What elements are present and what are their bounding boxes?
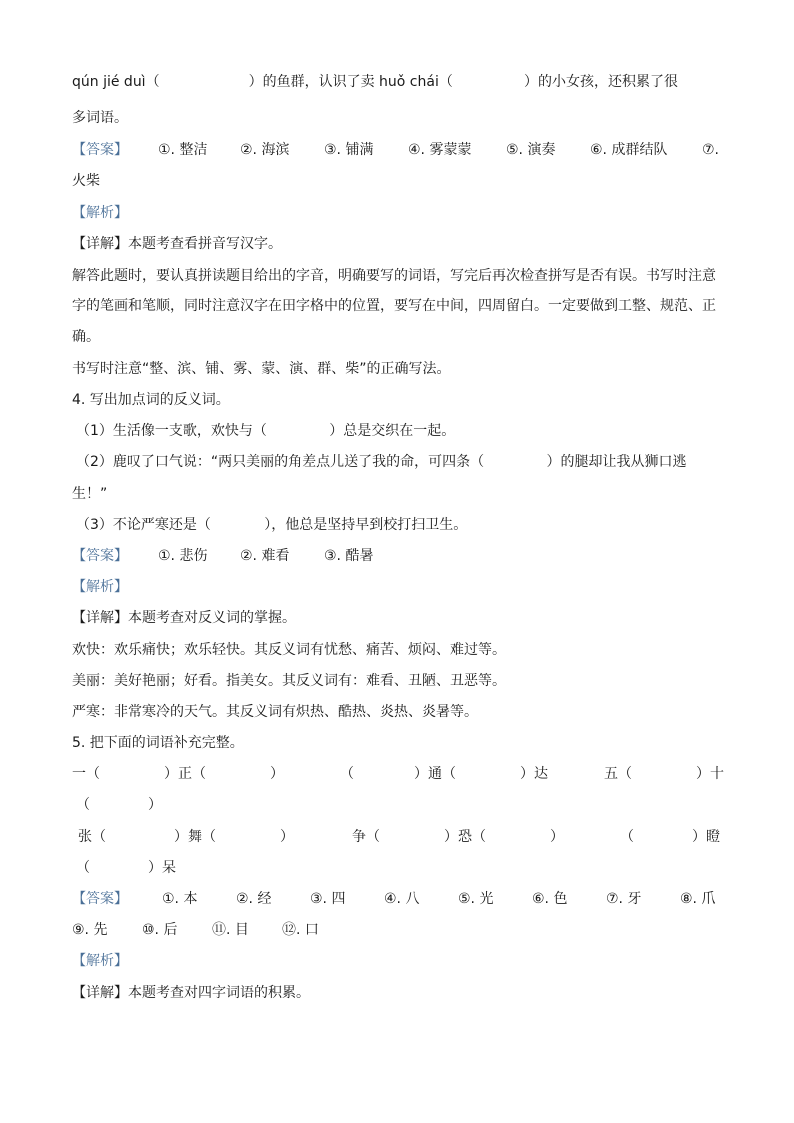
q3-answer-3: ③. 铺满 xyxy=(324,142,374,158)
q3-answer-7-wrap: 火柴 xyxy=(72,173,100,189)
q5-answer-5: ⑤. 光 xyxy=(458,891,494,907)
q4-explain-3: 严寒：非常寒冷的天气。其反义词有炽热、酷热、炎热、炎暑等。 xyxy=(72,704,478,720)
q5-answer-6: ⑥. 色 xyxy=(532,891,568,907)
q4-item-3: （3）不论严寒还是（ ），他总是坚持早到校打扫卫生。 xyxy=(76,517,468,533)
q5-r2-e: ）恐（ xyxy=(444,829,486,845)
q5-answer-tag: 【答案】 xyxy=(72,891,128,907)
q5-answer-11: ⑪. 目 xyxy=(212,922,249,938)
q5-title: 5. 把下面的词语补充完整。 xyxy=(72,735,244,751)
q5-r2-f: ） xyxy=(550,829,564,845)
q5-answer-1: ①. 本 xyxy=(162,891,198,907)
q3-para-3: 确。 xyxy=(72,329,100,345)
q4-title: 4. 写出加点词的反义词。 xyxy=(72,392,230,408)
q4-answer-1: ①. 悲伤 xyxy=(158,548,208,564)
q4-answer-tag: 【答案】 xyxy=(72,548,128,564)
q4-item-2: （2）鹿叹了口气说：“两只美丽的角差点儿送了我的命，可四条（ ）的腿却让我从狮口逃 xyxy=(76,454,687,470)
q5-answer-4: ④. 八 xyxy=(384,891,420,907)
q5-r1-g: 五（ xyxy=(604,766,632,782)
q3-answer-tag: 【答案】 xyxy=(72,142,128,158)
q3-answer-2: ②. 海滨 xyxy=(240,142,290,158)
q5-answer-7: ⑦. 牙 xyxy=(606,891,642,907)
q3-analysis-tag: 【解析】 xyxy=(72,205,128,221)
q5-r2-g: （ xyxy=(620,829,634,845)
q5-r2-b: ）舞（ xyxy=(174,829,216,845)
q5-r1-e: ）通（ xyxy=(414,766,456,782)
q5-detail: 【详解】本题考查对四字词语的积累。 xyxy=(72,985,310,1001)
q3-answer-6: ⑥. 成群结队 xyxy=(590,142,668,158)
q5-r2-a: 张（ xyxy=(78,829,106,845)
q5-answer-8: ⑧. 爪 xyxy=(680,891,716,907)
q3-answer-4: ④. 雾蒙蒙 xyxy=(408,142,472,158)
q4-explain-1: 欢快：欢乐痛快；欢乐轻快。其反义词有忧愁、痛苦、烦闷、难过等。 xyxy=(72,642,506,658)
q5-answer-12: ⑫. 口 xyxy=(282,922,319,938)
q3-blank-line-2: 多词语。 xyxy=(72,110,128,126)
q4-item-2-wrap: 生！” xyxy=(72,486,108,502)
q5-r1-c: ） xyxy=(270,766,284,782)
q5-analysis-tag: 【解析】 xyxy=(72,953,128,969)
q5-r2b-b: ）呆 xyxy=(148,860,176,876)
q5-r2-c: ） xyxy=(280,829,294,845)
q4-answer-2: ②. 难看 xyxy=(240,548,290,564)
q5-r1-h: ）十 xyxy=(696,766,724,782)
q5-r2-h: ）瞪 xyxy=(692,829,720,845)
q5-r1-d: （ xyxy=(340,766,354,782)
q3-blank-line-1: qún jié duì（ ）的鱼群，认识了卖 huǒ chái（ ）的小女孩，还积累了很 xyxy=(72,74,679,90)
q5-answer-10: ⑩. 后 xyxy=(142,922,178,938)
q5-r1-f: ）达 xyxy=(520,766,548,782)
q3-para-1: 解答此题时，要认真拼读题目给出的字音，明确要写的词语，写完后再次检查拼写是否有误。书写时注意 xyxy=(72,268,716,284)
q5-r1b-b: ） xyxy=(148,797,162,813)
q4-detail: 【详解】本题考查对反义词的掌握。 xyxy=(72,610,296,626)
q3-para-4: 书写时注意“整、滨、铺、雾、蒙、演、群、柴”的正确写法。 xyxy=(72,361,451,377)
q5-answer-2: ②. 经 xyxy=(236,891,272,907)
q3-answer-7: ⑦. xyxy=(702,142,720,158)
q4-answer-3: ③. 酷暑 xyxy=(324,548,374,564)
q5-answer-3: ③. 四 xyxy=(310,891,346,907)
q5-r2b-a: （ xyxy=(76,860,90,876)
q3-para-2: 字的笔画和笔顺，同时注意汉字在田字格中的位置，要写在中间，四周留白。一定要做到工整、规范、正 xyxy=(72,298,716,314)
q3-answer-5: ⑤. 演奏 xyxy=(506,142,556,158)
q5-answer-9: ⑨. 先 xyxy=(72,922,108,938)
q5-r1-b: ）正（ xyxy=(164,766,206,782)
q4-explain-2: 美丽：美好艳丽；好看。指美女。其反义词有：难看、丑陋、丑恶等。 xyxy=(72,673,506,689)
q5-r2-d: 争（ xyxy=(352,829,380,845)
q5-r1-a: 一（ xyxy=(72,766,100,782)
q4-item-1: （1）生活像一支歌，欢快与（ ）总是交织在一起。 xyxy=(76,423,456,439)
q5-r1b-a: （ xyxy=(76,797,90,813)
q3-detail: 【详解】本题考查看拼音写汉字。 xyxy=(72,236,282,252)
q3-answer-1: ①. 整洁 xyxy=(158,142,208,158)
q4-analysis-tag: 【解析】 xyxy=(72,579,128,595)
